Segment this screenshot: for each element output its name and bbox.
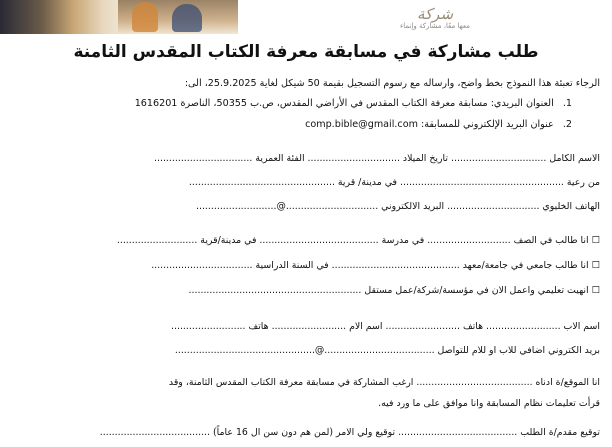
address-item-1	[135, 98, 572, 109]
form-row-university-student[interactable]: ☐ انا طالب جامعي في جامعة/معهد ........................................... في السنة الدراسية ..................................	[151, 260, 600, 271]
header-artwork	[0, 0, 612, 34]
form-row-name[interactable]: الاسم الكامل ................................ تاريخ الميلاد ............................... الفئة العمرية .................................	[154, 153, 600, 164]
page-title: طلب مشاركة في مسابقة معرفة الكتاب المقدس الثامنة	[73, 42, 539, 62]
form-row-parish[interactable]: من رعية ....................................................... في مدينة/ قرية .................................................	[188, 177, 600, 188]
address-item-number: 2.	[562, 119, 572, 130]
form-row-employed[interactable]: ☐ انهيت تعليمي واعمل الان في مؤسسة/شركة/عمل مستقل ..........................................................	[188, 285, 600, 296]
form-row-declaration[interactable]: انا الموقع/ة ادناه ....................................... ارغب المشاركة في مسابقة معرفة الكتاب المقدس الثامنة، وقد	[168, 377, 600, 388]
form-row-signatures[interactable]: توقيع مقدم/ة الطلب ........................................ توقيع ولي الامر (لمن هم دون سن ال 16 عاماً) .....................................	[99, 427, 600, 438]
tagline: معها معًا، مشاركة وإنماء	[399, 22, 471, 30]
painting-figure-blue	[172, 4, 202, 32]
form-row-declaration-cont: قرأت تعليمات نظام المسابقة وانا موافق على ما ورد فيه.	[378, 398, 600, 409]
form-row-parent-email[interactable]: بريد الكتروني اضافي للاب او للام للتواصل .....................................@...............................................	[174, 345, 600, 356]
form-row-contact[interactable]: الهاتف الخليوي ............................... البريد الالكتروني ...............................@...........................	[195, 201, 600, 212]
address-item-text: عنوان البريد الإلكتروني للمسابقة: comp.bible@gmail.com	[305, 119, 554, 130]
painting-figure-orange	[132, 2, 158, 32]
intro-text: الرجاء تعبئة هذا النموذج بخط واضح، وارساله مع رسوم التسجيل بقيمة 50 شيكل لغاية 25.9.2025، الى:	[184, 78, 600, 89]
address-item-2	[305, 119, 572, 130]
logo: شركة	[416, 5, 454, 23]
address-item-number: 1.	[562, 98, 572, 109]
form-row-parents[interactable]: اسم الاب ......................... هاتف ......................... اسم الام ......................... هاتف .........................	[171, 321, 600, 332]
address-item-text: العنوان البريدي: مسابقة معرفة الكتاب المقدس في الأراضي المقدس، ص.ب 50355، الناصرة 1616201	[134, 98, 554, 109]
form-row-school-student[interactable]: ☐ انا طالب في الصف ............................ في مدرسة ........................................ في مدينة/قرية ...........................	[116, 235, 600, 246]
